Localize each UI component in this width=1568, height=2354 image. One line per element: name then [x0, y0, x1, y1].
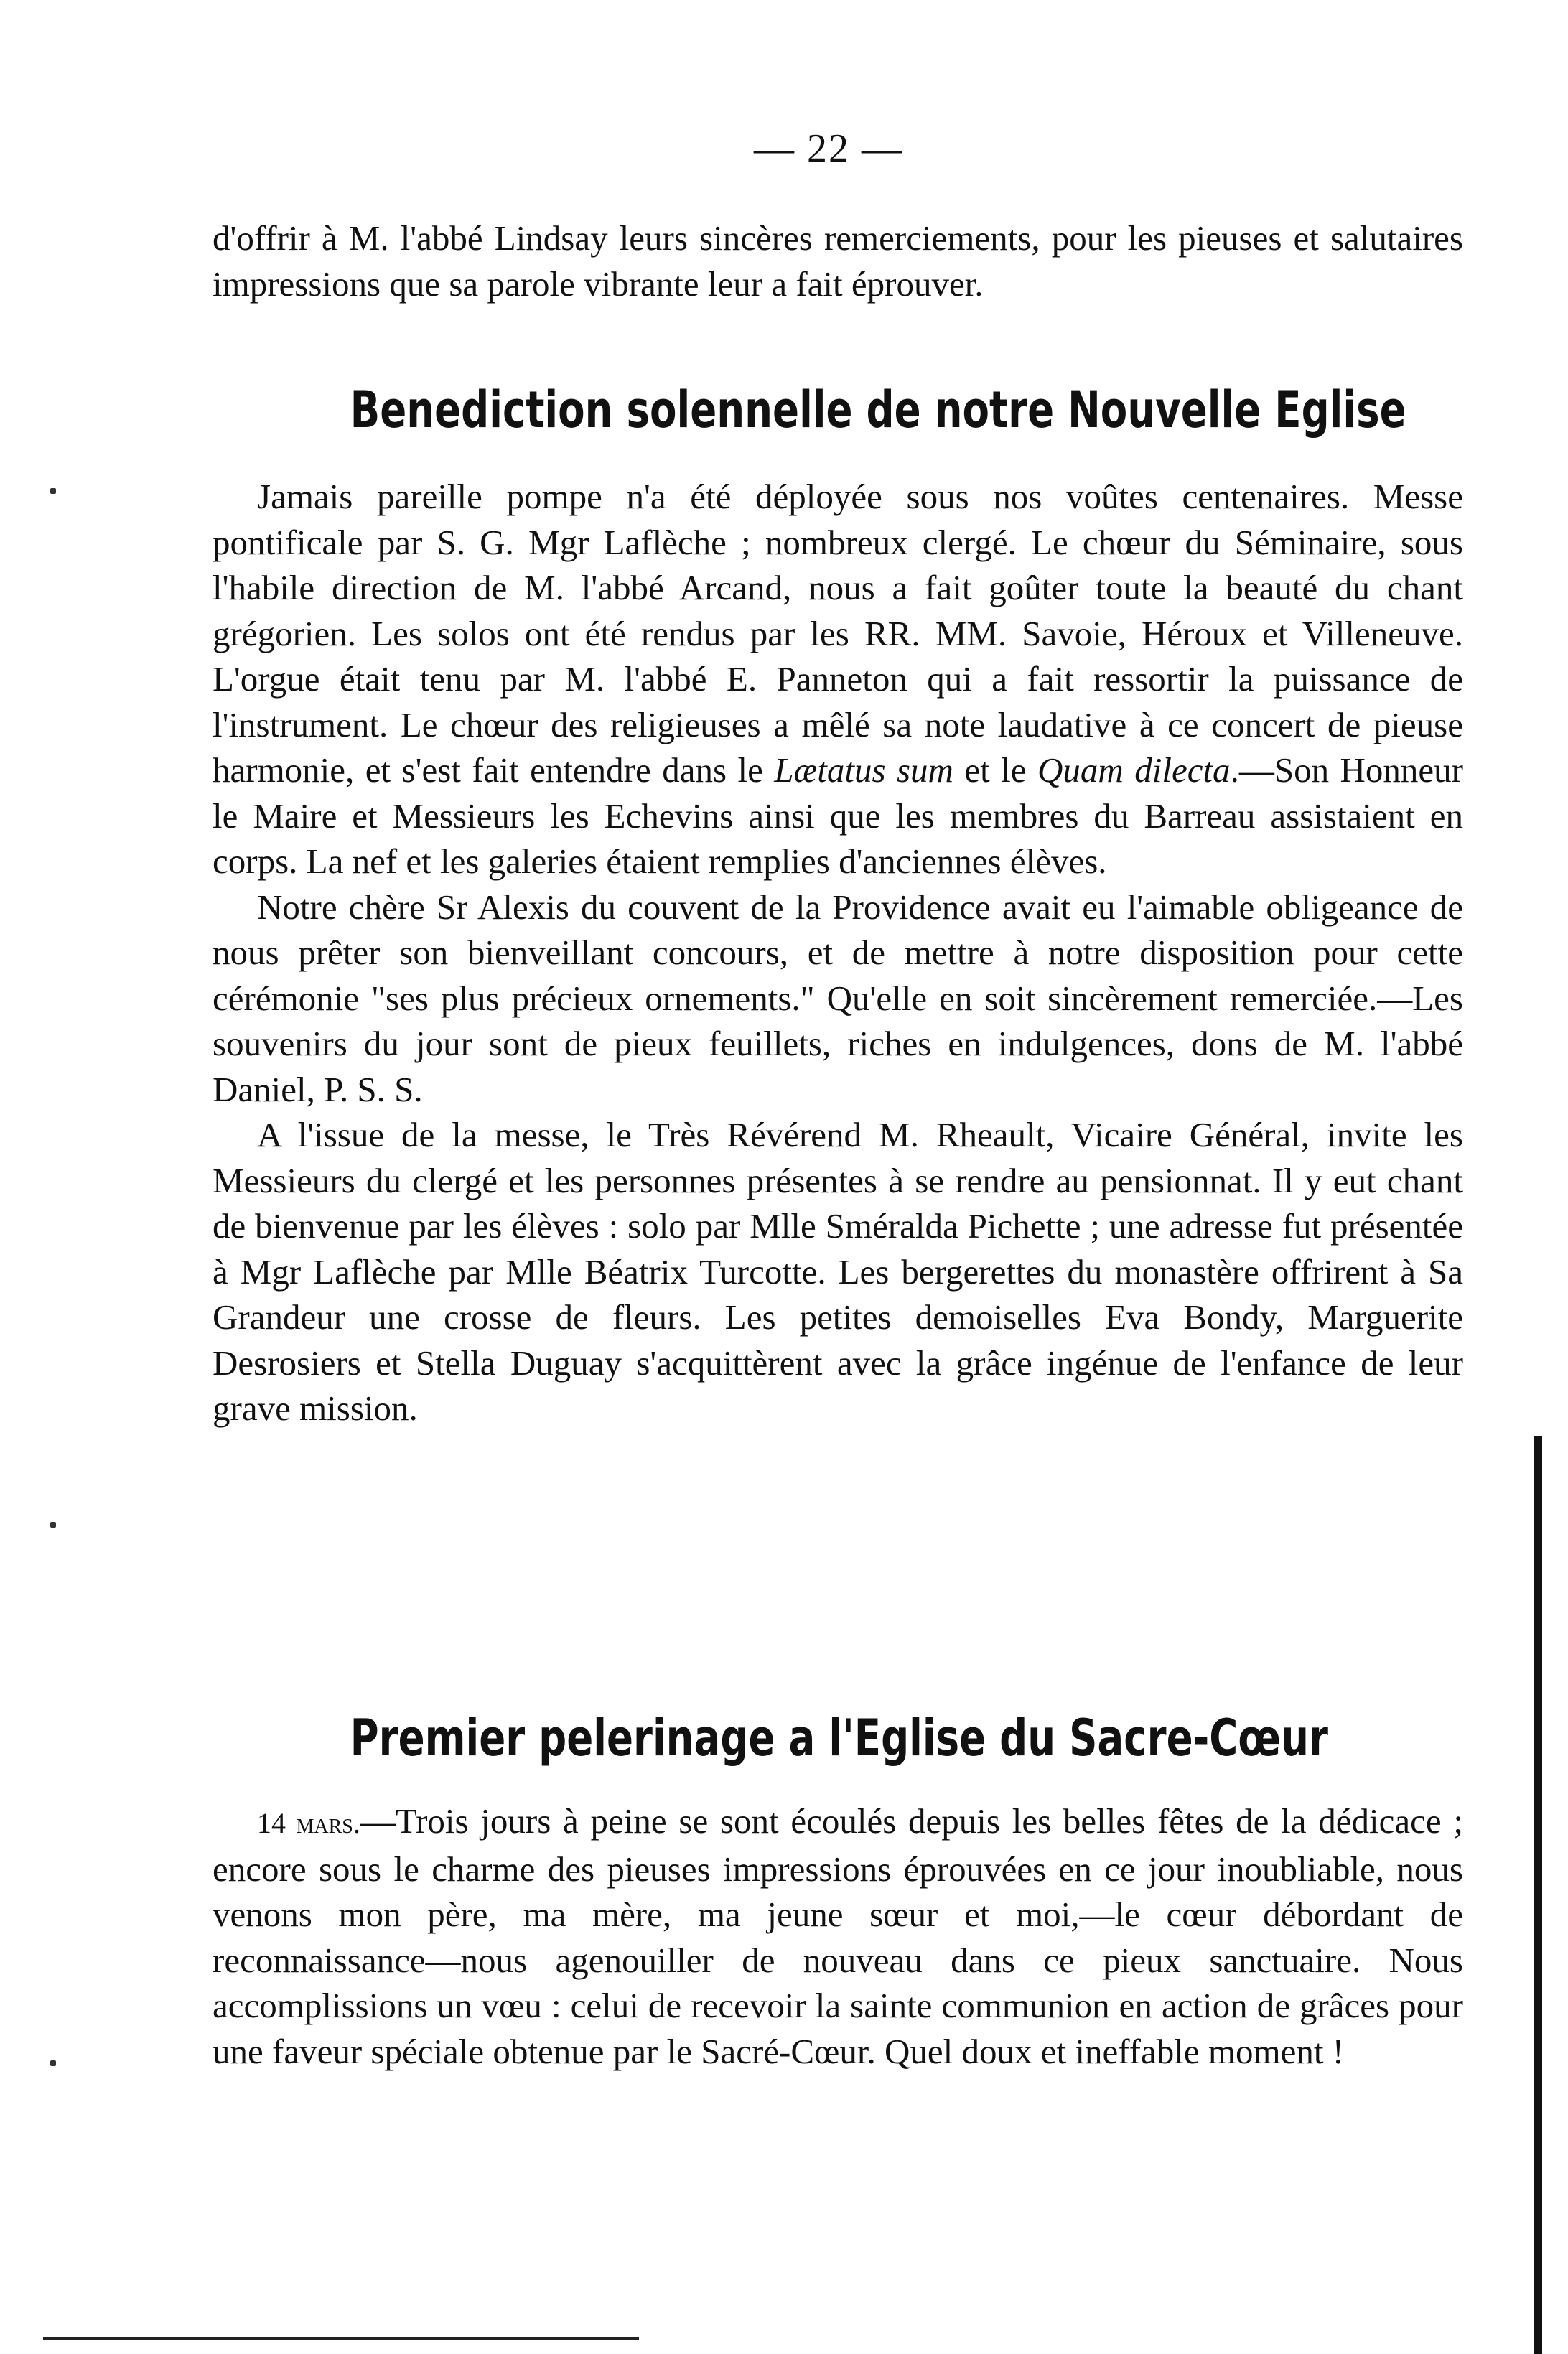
latin-title-laetatus: Lætatus sum	[774, 750, 953, 790]
section-pelerinage	[213, 1798, 1463, 2074]
date-label: 14 mars.	[257, 1807, 360, 1839]
bottom-rule	[43, 2337, 639, 2340]
latin-title-quam: Quam dilecta	[1037, 750, 1231, 790]
paragraph-ceremony-end: .—Son Honneur le Maire et Messieurs les Echevins ainsi que les membres du Barreau assistaient en corps. La nef et les galeries étaient remplies d'anciennes élèves.	[213, 750, 1463, 881]
paragraph-pelerinage	[213, 1798, 1463, 2074]
paragraph-ceremony	[213, 474, 1463, 884]
paragraph-pelerinage-text: —Trois jours à peine se sont écoulés depuis les belles fêtes de la dédicace ; encore sous le charme des pieuses impressions éprouvées en ce jour inoubliable, nous venons mon père, ma mère, ma jeune sœur et moi,—le cœur débordant de reconnaissance—nous agenouiller de nouveau dans ce pieux sanctuaire. Nous accomplissions un vœu : celui de recevoir la sainte communion en action de grâces pour une faveur spéciale obtenue par le Sacré-Cœur. Quel doux et ineffable moment !	[213, 1801, 1463, 2071]
paragraph-reception: A l'issue de la messe, le Très Révérend M. Rheault, Vicaire Général, invite les Messieurs du clergé et les personnes présentes à se rendre au pensionnat. Il y eut chant de bienvenue par les élèves : solo par Mlle Sméralda Pichette ; une adresse fut présentée à Mgr Laflèche par Mlle Béatrix Turcotte. Les bergerettes du monastère offrirent à Sa Grandeur une crosse de fleurs. Les petites demoiselles Eva Bondy, Marguerite Desrosiers et Stella Duguay s'acquittèrent avec la grâce ingénue de l'enfance de leur grave mission.	[213, 1115, 1463, 1428]
margin-speck	[50, 1522, 56, 1528]
paragraph-ceremony-text: Jamais pareille pompe n'a été déployée sous nos voûtes centenaires. Messe pontificale par S. G. Mgr Laflèche ; nombreux clergé. Le chœur du Séminaire, sous l'habile direction de M. l'abbé Arcand, nous a fait goûter toute la beauté du chant grégorien. Les solos ont été rendus par les RR. MM. Savoie, Héroux et Villeneuve. L'orgue était tenu par M. l'abbé E. Panneton qui a fait ressortir la puissance de l'instrument. Le chœur des religieuses a mêlé sa note laudative à ce concert de pieuse harmonie, et s'est fait entendre dans le	[213, 477, 1463, 790]
right-edge-rule	[1534, 1436, 1542, 2354]
section-heading-benediction: Benediction solennelle de notre Nouvelle Eglise	[350, 380, 1406, 439]
margin-speck	[50, 488, 56, 494]
section-heading-pelerinage: Premier pelerinage a l'Eglise du Sacre-Cœur	[350, 1709, 1328, 1767]
paragraph-alexis: Notre chère Sr Alexis du couvent de la Providence avait eu l'aimable obligeance de nous prêter son bienveillant concours, et de mettre à notre disposition pour cette cérémonie "ses plus précieux ornements." Qu'elle en soit sincèrement remerciée.—Les souvenirs du jour sont de pieux feuillets, riches en indulgences, dons de M. l'abbé Daniel, P. S. S.	[213, 887, 1463, 1109]
section-benediction	[213, 474, 1463, 1431]
paragraph-ceremony-mid: et le	[953, 750, 1037, 790]
intro-paragraph	[213, 215, 1463, 307]
margin-speck	[50, 2060, 56, 2066]
intro-text: d'offrir à M. l'abbé Lindsay leurs sincères remerciements, pour les pieuses et salutaires impressions que sa parole vibrante leur a fait éprouver.	[213, 218, 1463, 304]
page-number: — 22 —	[754, 126, 903, 171]
